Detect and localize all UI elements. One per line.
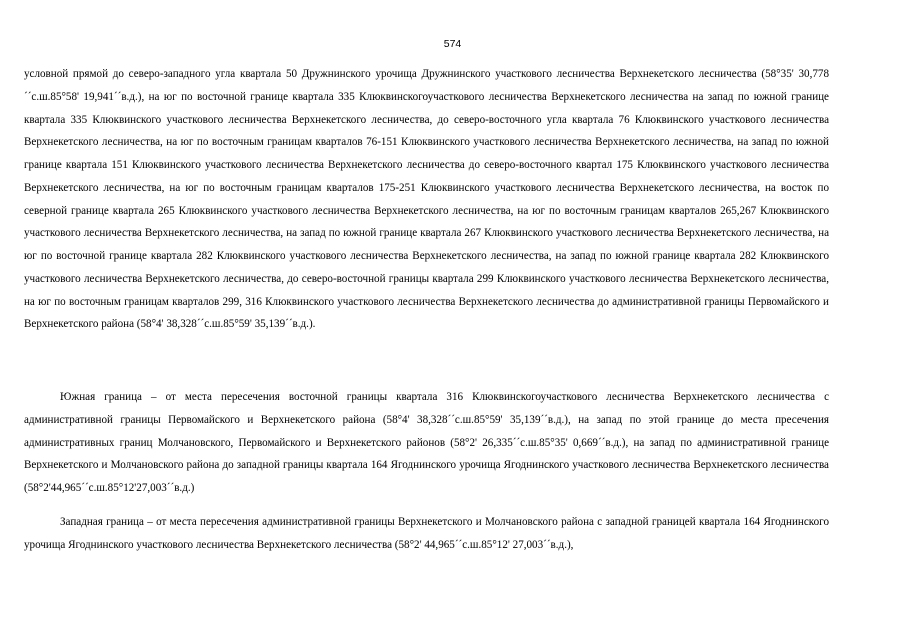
page-number: 574	[443, 38, 462, 50]
paragraph-northern-continuation: условной прямой до северо-западного угла квартала 50 Дружнинского урочища Дружнинского участкового лесничества Верхнекетского лесничества (58°35' 30,778´´с.ш.85°58' 19,941´´в.д.), на юг по восточной границе квартала 335 Клюквинскогоучасткового лесничества Верхнекетского лесничества на запад по южной границе квартала 335 Клюквинского участкового лесничества Верхнекетского лесничества, до северо-восточного угла квартала 76 Клюквинского участкового лесничества Верхнекетского лесничества, на юг по восточным границам кварталов 76-151 Клюквинского участкового лесничества Верхнекетского лесничества, на запад по южной границе квартала 151 Клюквинского участкового лесничества Верхнекетского лесничества до северо-восточного квартал 175 Клюквинского участкового лесничества Верхнекетского лесничества, на юг по восточным границам кварталов 175-251 Клюквинского участкового лесничества Верхнекетского лесничества, на восток по северной границе квартала 265 Клюквинского участкового лесничества Верхнекетского лесничества, на юг по восточным границам кварталов 265,267 Клюквинского участкового лесничества Верхнекетского лесничества, на запад по южной границе квартала 267 Клюквинского участкового лесничества Верхнекетского лесничества, на юг по восточной границе квартала 282 Клюквинского участкового лесничества Верхнекетского лесничества, на запад по южной границе квартала 282 Клюквинского участкового лесничества Верхнекетского лесничества, до северо-восточной границы квартала 299 Клюквинского участкового лесничества Верхнекетского лесничества, на юг по восточным границам кварталов 299, 316 Клюквинского участкового лесничества Верхнекетского лесничества до административной границы Первомайского и Верхнекетского района (58°4' 38,328´´с.ш.85°59' 35,139´´в.д.).	[24, 68, 829, 331]
paragraph-southern-boundary: Южная граница – от места пересечения восточной границы квартала 316 Клюквинскогоучасткового лесничества Верхнекетского лесничества с административной границы Первомайского и Верхнекетского района (58°4' 38,328´´с.ш.85°59' 35,139´´в.д.), на запад по этой границе до места пресечения административных границ Молчановского, Первомайского и Верхнекетского районов (58°2' 26,335´´с.ш.85°35' 0,669´´в.д.), на запад по административной границе Верхнекетского и Молчановского района до западной границы квартала 164 Ягоднинского урочища Ягоднинского участкового лесничества Верхнекетского лесничества (58°2'44,965´´с.ш.85°12'27,003´´в.д.)	[24, 391, 829, 494]
paragraph-western-boundary: Западная граница – от места пересечения административной границы Верхнекетского и Молчановского района с западной границей квартала 164 Ягоднинского урочища Ягоднинского участкового лесничества Верхнекетского лесничества (58°2' 44,965´´с.ш.85°12' 27,003´´в.д.),	[24, 516, 829, 551]
